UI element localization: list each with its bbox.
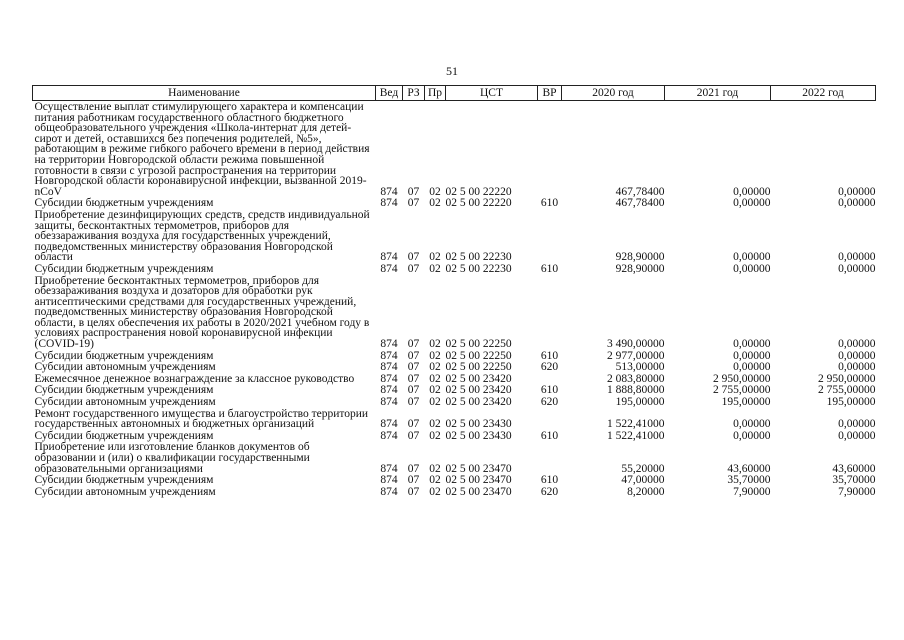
row-2022: 0,00000 (838, 361, 876, 374)
row-rz: 07 (407, 474, 420, 487)
row-pr: 02 (429, 384, 441, 397)
row-2020: 2 083,80000 (607, 372, 665, 385)
row-cst: 02 5 00 23420 (445, 372, 512, 385)
row-cst: 02 5 00 23420 (445, 396, 512, 409)
row-2021: 0,00000 (733, 197, 771, 210)
row-rz: 07 (407, 396, 420, 409)
row-ved: 874 (380, 485, 398, 498)
row-ved: 874 (380, 251, 398, 264)
row-name: Приобретение дезинфицирующих средств, средств индивидуальной защиты, бесконтактных термометров, приборов для обеззараживания воздуха для государственных учреждений, подведомственных министерству образования Новгородской области (34, 208, 370, 264)
header-vr: ВР (538, 86, 562, 101)
page-number: 51 (446, 64, 458, 78)
row-name: Ежемесячное денежное вознаграждение за классное руководство (34, 372, 355, 385)
row-2020: 1 522,41000 (607, 418, 665, 431)
row-name: Субсидии бюджетным учреждениям (34, 262, 214, 275)
table-header-row (33, 86, 876, 101)
table-row (33, 209, 876, 263)
row-vr: 620 (540, 485, 559, 498)
row-vr (538, 373, 562, 385)
table-row (33, 373, 876, 385)
row-2022: 0,00000 (838, 429, 876, 442)
header-ved: Вед (376, 86, 403, 101)
row-vr: 610 (540, 197, 559, 210)
row-2022: 0,00000 (838, 349, 876, 362)
row-pr: 02 (429, 349, 441, 362)
row-ved: 874 (380, 262, 398, 275)
row-pr: 02 (429, 474, 441, 487)
row-name: Субсидии бюджетным учреждениям (34, 474, 214, 487)
row-cst: 02 5 00 23470 (445, 485, 512, 498)
row-2020: 55,20000 (621, 462, 665, 475)
row-ved: 874 (380, 185, 398, 198)
row-vr (538, 101, 562, 198)
row-2022: 43,60000 (832, 462, 876, 475)
table-row (33, 263, 876, 275)
row-2020: 47,00000 (621, 474, 665, 487)
row-2021: 43,60000 (727, 462, 771, 475)
row-name: Субсидии автономным учреждениям (34, 361, 216, 374)
row-rz: 07 (407, 251, 420, 264)
row-name: Субсидии бюджетным учреждениям (34, 197, 214, 210)
row-2020: 467,78400 (615, 197, 665, 210)
row-rz: 07 (407, 384, 420, 397)
row-2021: 2 950,00000 (713, 372, 771, 385)
row-rz: 07 (407, 462, 420, 475)
row-cst: 02 5 00 23420 (445, 384, 512, 397)
row-2021: 0,00000 (733, 361, 771, 374)
row-2022: 0,00000 (838, 338, 876, 351)
row-cst: 02 5 00 22250 (445, 361, 512, 374)
row-vr: 610 (540, 262, 559, 275)
row-2020: 1 522,41000 (607, 429, 665, 442)
row-pr: 02 (429, 338, 441, 351)
row-ved: 874 (380, 197, 398, 210)
row-name: Субсидии автономным учреждениям (34, 485, 216, 498)
row-2021: 7,90000 (733, 485, 771, 498)
header-rz: РЗ (403, 86, 425, 101)
row-cst: 02 5 00 23470 (445, 462, 512, 475)
row-pr: 02 (429, 185, 441, 198)
row-vr: 610 (540, 474, 559, 487)
row-rz: 07 (407, 429, 420, 442)
row-ved: 874 (380, 349, 398, 362)
row-2021: 0,00000 (733, 185, 771, 198)
row-2020: 2 977,00000 (607, 349, 665, 362)
row-pr: 02 (429, 485, 441, 498)
row-2022: 0,00000 (838, 185, 876, 198)
row-cst: 02 5 00 23430 (445, 418, 512, 431)
row-ved: 874 (380, 384, 398, 397)
row-name: Осуществление выплат стимулирующего характера и компенсации питания работникам государственного областного бюджетного общеобразовательного учреждения «Школа-интернат для детей-сирот и детей, оставшихся без попечения родителей, №5», работающим в режиме гибкого рабочего времени в период действия на территории Новгородской области режима повышенной готовности в связи с угрозой распространения на территории Новгородской области коронавирусной инфекции, вызванной 2019-nCoV (34, 101, 370, 198)
row-pr: 02 (429, 396, 441, 409)
row-name: Субсидии бюджетным учреждениям (34, 384, 214, 397)
table-row (33, 384, 876, 396)
row-name: Приобретение бесконтактных термометров, приборов для обеззараживания воздуха и дозаторов для обработки рук антисептическими средствами для государственных учреждений, подведомственных министерству образования Новгородской области, в целях обеспечения их работы в 2020/2021 учебном году в условиях распространения новой коронавирусной инфекции (COVID-19) (34, 274, 370, 351)
row-2020: 928,90000 (615, 262, 665, 275)
row-rz: 07 (407, 185, 420, 198)
row-vr: 610 (540, 384, 559, 397)
row-2022: 35,70000 (832, 474, 876, 487)
row-2021: 2 755,00000 (713, 384, 771, 397)
table-row (33, 197, 876, 209)
row-vr: 620 (540, 396, 559, 409)
row-2021: 35,70000 (727, 474, 771, 487)
row-cst: 02 5 00 22250 (445, 349, 512, 362)
row-cst: 02 5 00 22220 (445, 197, 512, 210)
row-2022: 0,00000 (838, 197, 876, 210)
row-vr: 620 (540, 361, 559, 374)
row-rz: 07 (407, 361, 420, 374)
row-cst: 02 5 00 22220 (445, 185, 512, 198)
row-rz: 07 (407, 197, 420, 210)
header-2022: 2022 год (771, 86, 876, 101)
row-cst: 02 5 00 22250 (445, 338, 512, 351)
row-pr: 02 (429, 429, 441, 442)
row-vr (538, 275, 562, 350)
row-2022: 2 755,00000 (818, 384, 876, 397)
row-ved: 874 (380, 361, 398, 374)
row-rz: 07 (407, 349, 420, 362)
row-pr: 02 (429, 418, 441, 431)
row-2022: 2 950,00000 (818, 372, 876, 385)
header-2021: 2021 год (665, 86, 771, 101)
row-2020: 513,00000 (615, 361, 665, 374)
table-row (33, 408, 876, 430)
row-ved: 874 (380, 429, 398, 442)
table-row (33, 350, 876, 362)
row-2020: 3 490,00000 (607, 338, 665, 351)
row-name: Субсидии бюджетным учреждениям (34, 349, 214, 362)
row-ved: 874 (380, 338, 398, 351)
header-cst: ЦСТ (446, 86, 538, 101)
row-ved: 874 (380, 462, 398, 475)
row-ved: 874 (380, 372, 398, 385)
row-2022: 7,90000 (838, 485, 876, 498)
row-rz: 07 (407, 372, 420, 385)
row-2020: 467,78400 (615, 185, 665, 198)
row-2021: 0,00000 (733, 262, 771, 275)
header-pr: Пр (425, 86, 446, 101)
row-2021: 0,00000 (733, 349, 771, 362)
row-name: Ремонт государственного имущества и благоустройство территории государственных автономных и бюджетных организаций (34, 407, 369, 431)
row-name: Субсидии бюджетным учреждениям (34, 429, 214, 442)
row-ved: 874 (380, 474, 398, 487)
table-row (33, 396, 876, 408)
row-cst: 02 5 00 22230 (445, 251, 512, 264)
row-ved: 874 (380, 396, 398, 409)
table-row (33, 275, 876, 350)
row-2020: 195,00000 (615, 396, 665, 409)
row-vr: 610 (540, 429, 559, 442)
table-row (33, 441, 876, 474)
row-2021: 195,00000 (721, 396, 771, 409)
row-2020: 1 888,80000 (607, 384, 665, 397)
table-row (33, 474, 876, 486)
row-name: Приобретение или изготовление бланков документов об образовании и (или) о квалификации государственными образовательными организациями (34, 441, 310, 475)
header-2020: 2020 год (562, 86, 665, 101)
row-vr (538, 441, 562, 474)
row-pr: 02 (429, 372, 441, 385)
row-rz: 07 (407, 418, 420, 431)
row-cst: 02 5 00 23470 (445, 474, 512, 487)
row-2022: 0,00000 (838, 251, 876, 264)
row-2022: 195,00000 (826, 396, 876, 409)
row-cst: 02 5 00 23430 (445, 429, 512, 442)
table-row (33, 361, 876, 373)
table-row (33, 101, 876, 198)
row-pr: 02 (429, 197, 441, 210)
row-vr (538, 408, 562, 430)
row-rz: 07 (407, 485, 420, 498)
row-name: Субсидии автономным учреждениям (34, 396, 216, 409)
row-pr: 02 (429, 462, 441, 475)
row-2022: 0,00000 (838, 262, 876, 275)
row-pr: 02 (429, 361, 441, 374)
row-2020: 8,20000 (627, 485, 665, 498)
row-2021: 0,00000 (733, 251, 771, 264)
row-vr: 610 (540, 349, 559, 362)
budget-table (32, 85, 876, 497)
row-pr: 02 (429, 262, 441, 275)
row-pr: 02 (429, 251, 441, 264)
table-row (33, 430, 876, 442)
table-row (33, 486, 876, 498)
row-ved: 874 (380, 418, 398, 431)
row-2021: 0,00000 (733, 418, 771, 431)
row-rz: 07 (407, 262, 420, 275)
row-2020: 928,90000 (615, 251, 665, 264)
header-name: Наименование (33, 86, 376, 101)
row-cst: 02 5 00 22230 (445, 262, 512, 275)
row-2021: 0,00000 (733, 338, 771, 351)
table-body (33, 101, 876, 498)
row-vr (538, 209, 562, 263)
row-rz: 07 (407, 338, 420, 351)
row-2022: 0,00000 (838, 418, 876, 431)
row-2021: 0,00000 (733, 429, 771, 442)
